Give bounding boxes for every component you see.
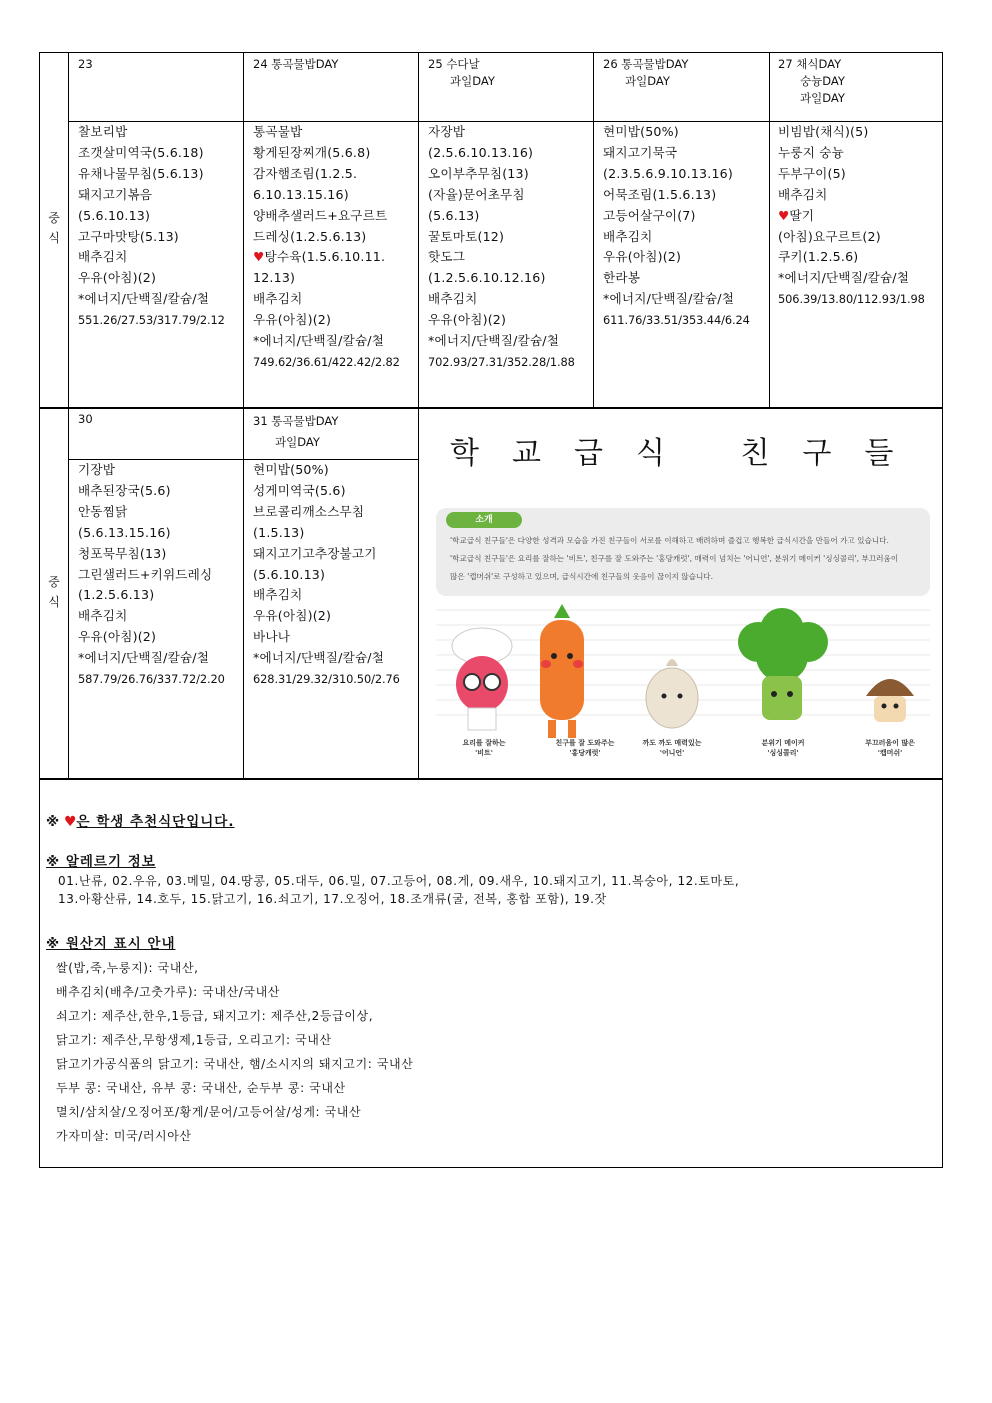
meal-label: 중 식: [48, 575, 60, 609]
onion-character: [646, 659, 698, 728]
grid-line: [769, 52, 770, 408]
recommend-note: ※ ♥은 학생 추천식단입니다.: [46, 814, 235, 830]
character-label: 친구를 잘 도와주는 '홍당캐럿': [555, 739, 615, 757]
intro-text: '학교급식 친구들'은 다양한 성격과 모습을 가진 친구들이 서로를 이해하고 배려하며 즐겁고 행복한 급식시간을 만들어 가고 있습니다.: [450, 536, 889, 545]
grid-line: [593, 52, 594, 408]
menu-cell: 현미밥(50%) 성게미역국(5.6) 브로콜리깨소스무침 (1.5.13) 돼지고기고추장불고기 (5.6.10.13) 배추김치 우유(아침)(2) 바나나 *에너지/단백질/칼슘/철 628.31/29.32/310.50/2.76: [253, 462, 400, 687]
grid-line: [243, 52, 244, 779]
allergy-title: ※ 알레르기 정보: [46, 854, 156, 870]
day-header: 30: [78, 412, 93, 426]
character-label: 부끄러움이 많은 '캡머쉬': [865, 739, 915, 757]
day-header: 25 수다날 과일DAY: [428, 57, 495, 88]
menu-cell: 비빔밥(채식)(5) 누룽지 숭늉 두부구이(5) 배추김치 ♥딸기 (아침)요구르트(2) 쿠키(1.2.5.6) *에너지/단백질/칼슘/철 506.39/13.80/112.93/1.98: [778, 124, 925, 307]
broccoli-character: [738, 608, 828, 720]
heart-icon: ♥: [63, 814, 77, 830]
intro-text: 많은 '캡머쉬'로 구성하고 있으며, 급식시간에 친구들의 웃음이 끊이지 않습니다.: [450, 572, 714, 581]
intro-badge: 소개: [446, 512, 522, 528]
grid-line: [39, 778, 943, 780]
intro-text: '학교급식 친구들'은 요리를 잘하는 '비트', 친구를 잘 도와주는 '홍당캐럿', 매력이 넘치는 '어니언', 분위기 메이커 '싱싱콜리', 부끄러움이: [450, 554, 899, 563]
menu-cell: 기장밥 배추된장국(5.6) 안동찜닭 (5.6.13.15.16) 청포묵무침(13) 그린샐러드+키위드레싱 (1.2.5.6.13) 배추김치 우유(아침)(2) *에너지/단백질/칼슘/철 587.79/26.76/337.72/2.20: [78, 462, 225, 687]
menu-cell: 자장밥 (2.5.6.10.13.16) 오이부추무침(13) (자율)문어초무침 (5.6.13) 꿀토마토(12) 핫도그 (1.2.5.6.10.12.16) 배추김치 우유(아침)(2) *에너지/단백질/칼슘/철 702.93/27.31/352.28/1.88: [428, 124, 575, 369]
menu-cell: 통곡물밥 황게된장찌개(5.6.8) 감자햄조림(1.2.5. 6.10.13.15.16) 양배추샐러드+요구르트 드레싱(1.2.5.6.13) ♥탕수육(1.5.6.10.11. 12.13) 배추김치 우유(아침)(2) *에너지/단백질/칼슘/철 749.62/36.61/422.42/2.82: [253, 124, 400, 369]
friends-title: 학교급식 친구들: [450, 436, 927, 471]
meal-label: 중 식: [48, 211, 60, 245]
day-header: 26 통곡물밥DAY 과일DAY: [603, 57, 689, 88]
character-label: 요리를 잘하는 '비트': [462, 739, 506, 757]
allergy-section: ※ 알레르기 정보 01.난류, 02.우유, 03.메밀, 04.땅콩, 05.대두, 06.밀, 07.고등어, 08.게, 09.새우, 10.돼지고기, 11.복숭아, 12.토마토, 13.아황산류, 14.호두, 15.닭고기, 16.쇠고기, 17.오징어, 18.조개류(굴, 전복, 홍합 포함), 19.잣: [46, 850, 739, 908]
menu-cell: 현미밥(50%) 돼지고기묵국 (2.3.5.6.9.10.13.16) 어묵조림(1.5.6.13) 고등어살구이(7) 배추김치 우유(아침)(2) 한라봉 *에너지/단백질/칼슘/철 611.76/33.51/353.44/6.24: [603, 124, 750, 328]
day-header: 31 통곡물밥DAY 과일DAY: [253, 414, 339, 449]
character-label: 까도 까도 매력있는 '어니언': [642, 739, 702, 757]
origin-title: ※ 원산지 표시 안내: [46, 936, 176, 952]
day-header: 27 채식DAY 숭늉DAY 과일DAY: [778, 57, 845, 105]
character-label: 분위기 메이커 '싱싱콜리': [761, 739, 805, 757]
grid-line: [418, 52, 419, 779]
grid-line: [39, 407, 943, 409]
origin-section: ※ 원산지 표시 안내 쌀(밥,죽,누룽지): 국내산, 배추김치(배추/고춧가루): 국내산/국내산 쇠고기: 제주산,한우,1등급, 돼지고기: 제주산,2등급이상, 닭고기: 제주산,무항생제,1등급, 오리고기: 국내산 닭고기가공식품의 닭고기: 국내산, 햄/소시지의 돼지고기: 국내산 두부 콩: 국내산, 유부 콩: 국내산, 순두부 콩: 국내산 멸치/삼치살/오징어포/황게/문어/고등어살/성게: 국내산 가자미살: 미국/러시아산: [46, 932, 413, 1148]
heart-icon: ♥: [253, 249, 265, 265]
grid-line: [68, 52, 69, 779]
carrot-character: [540, 604, 584, 738]
day-header: 24 통곡물밥DAY: [253, 57, 339, 71]
heart-icon: ♥: [778, 207, 790, 223]
day-header: 23: [78, 57, 93, 71]
menu-cell: 찰보리밥 조갯살미역국(5.6.18) 유채나물무침(5.6.13) 돼지고기볶음 (5.6.10.13) 고구마맛탕(5.13) 배추김치 우유(아침)(2) *에너지/단백질/칼슘/철 551.26/27.53/317.79/2.12: [78, 124, 225, 328]
